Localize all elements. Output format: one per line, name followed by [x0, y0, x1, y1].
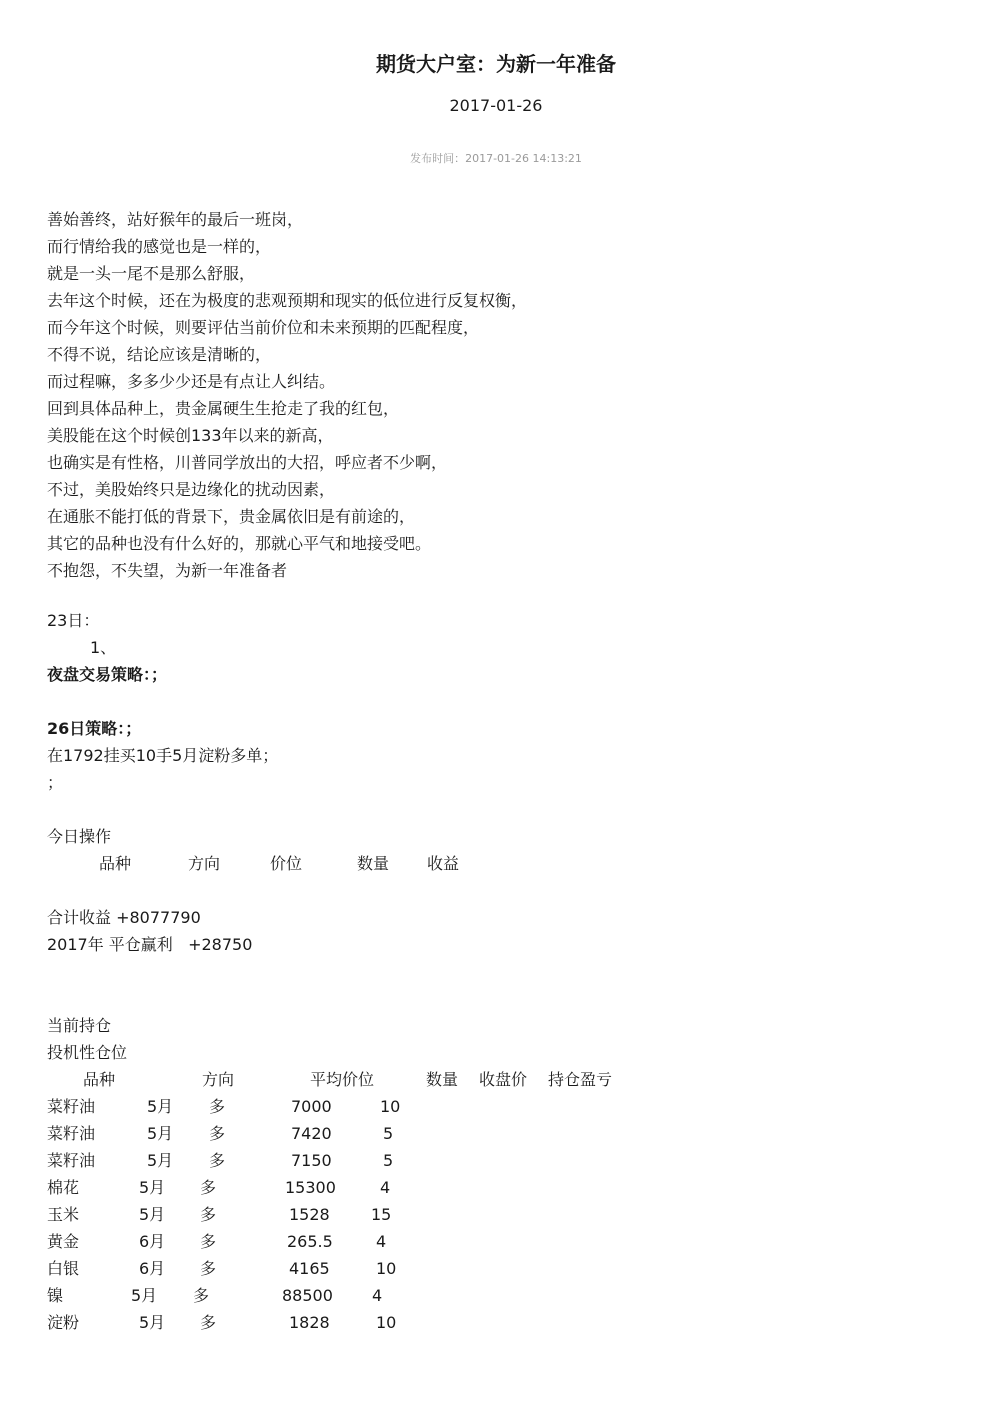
today-ops-heading: 今日操作 — [47, 827, 112, 846]
cell-direction: 多 — [200, 1205, 217, 1224]
order-text: 在1792挂买10手5月淀粉多单； — [47, 746, 279, 765]
table-row — [0, 1309, 700, 1336]
body-line: 不得不说，结论应该是清晰的， — [47, 345, 272, 364]
cell-variety: 镍 — [47, 1286, 64, 1305]
body-line: 其它的品种也没有什么好的，那就心平气和地接受吧。 — [47, 534, 432, 553]
header-income: 收益 — [427, 854, 460, 873]
cell-direction: 多 — [209, 1097, 226, 1116]
total-income: 合计收益 +8077790 — [47, 908, 201, 927]
cell-variety: 菜籽油 — [47, 1124, 96, 1143]
cell-variety: 菜籽油 — [47, 1097, 96, 1116]
cell-month: 5月 — [147, 1097, 174, 1116]
table-row — [0, 1174, 700, 1201]
cell-variety: 淀粉 — [47, 1313, 80, 1332]
table-row — [0, 1147, 700, 1174]
cell-price: 265.5 — [287, 1232, 333, 1251]
cell-direction: 多 — [200, 1232, 217, 1251]
body-line: 善始善终，站好猴年的最后一班岗， — [47, 210, 304, 229]
cell-quantity: 5 — [383, 1151, 394, 1170]
body-line: 就是一头一尾不是那么舒服， — [47, 264, 256, 283]
day26-text: 日策略：； — [69, 719, 142, 738]
cell-price: 1828 — [289, 1313, 330, 1332]
body-line: 而过程嘛，多多少少还是有点让人纠结。 — [47, 372, 336, 391]
cell-quantity: 4 — [372, 1286, 383, 1305]
cell-quantity: 4 — [376, 1232, 387, 1251]
cell-quantity: 10 — [376, 1313, 397, 1332]
cell-price: 4165 — [289, 1259, 330, 1278]
header-close-price: 收盘价 — [479, 1070, 528, 1089]
cell-direction: 多 — [209, 1124, 226, 1143]
cell-direction: 多 — [200, 1178, 217, 1197]
cell-month: 5月 — [131, 1286, 158, 1305]
table-row — [0, 1228, 700, 1255]
cell-price: 88500 — [282, 1286, 333, 1305]
positions-heading: 当前持仓 — [47, 1016, 112, 1035]
cell-month: 5月 — [139, 1205, 166, 1224]
cell-quantity: 5 — [383, 1124, 394, 1143]
night-strategy-label: 夜盘交易策略：； — [47, 665, 168, 684]
day23-label: 23日： — [47, 611, 100, 630]
header-quantity: 数量 — [426, 1070, 459, 1089]
cell-variety: 白银 — [47, 1259, 80, 1278]
cell-variety: 黄金 — [47, 1232, 80, 1251]
year-profit: 2017年 平仓赢利 +28750 — [47, 935, 253, 954]
cell-price: 7150 — [291, 1151, 332, 1170]
cell-direction: 多 — [209, 1151, 226, 1170]
body-line: 而行情给我的感觉也是一样的， — [47, 237, 272, 256]
cell-price: 15300 — [285, 1178, 336, 1197]
body-line: 也确实是有性格，川普同学放出的大招，呼应者不少啊， — [47, 453, 448, 472]
body-line: 去年这个时候，还在为极度的悲观预期和现实的低位进行反复权衡， — [47, 291, 528, 310]
item-number: 1、 — [90, 638, 117, 657]
header-direction: 方向 — [202, 1070, 235, 1089]
article-body — [47, 206, 527, 584]
cell-month: 5月 — [147, 1124, 174, 1143]
cell-quantity: 15 — [371, 1205, 392, 1224]
today-ops-header-row — [0, 850, 700, 877]
table-row — [0, 1282, 700, 1309]
cell-variety: 玉米 — [47, 1205, 80, 1224]
body-line: 美股能在这个时候创133年以来的新高， — [47, 426, 334, 445]
cell-month: 5月 — [139, 1313, 166, 1332]
positions-header-row — [0, 1066, 700, 1093]
cell-month: 5月 — [147, 1151, 174, 1170]
cell-direction: 多 — [200, 1259, 217, 1278]
cell-price: 1528 — [289, 1205, 330, 1224]
page-title: 期货大户室：为新一年准备 — [376, 52, 616, 76]
cell-quantity: 4 — [380, 1178, 391, 1197]
header-quantity: 数量 — [357, 854, 390, 873]
day26-number: 26 — [47, 719, 70, 738]
cell-price: 7000 — [291, 1097, 332, 1116]
cell-month: 6月 — [139, 1232, 166, 1251]
header-pnl: 持仓盈亏 — [548, 1070, 613, 1089]
publish-time: 发布时间：2017-01-26 14:13:21 — [410, 152, 582, 165]
body-line: 回到具体品种上，贵金属硬生生抢走了我的红包， — [47, 399, 400, 418]
cell-variety: 菜籽油 — [47, 1151, 96, 1170]
cell-month: 5月 — [139, 1178, 166, 1197]
cell-direction: 多 — [200, 1313, 217, 1332]
table-row — [0, 1201, 700, 1228]
cell-quantity: 10 — [376, 1259, 397, 1278]
cell-month: 6月 — [139, 1259, 166, 1278]
cell-price: 7420 — [291, 1124, 332, 1143]
day26-strategy-label — [47, 715, 141, 742]
table-row — [0, 1255, 700, 1282]
article-date: 2017-01-26 — [449, 96, 543, 115]
header-variety: 品种 — [99, 854, 132, 873]
header-variety: 品种 — [83, 1070, 116, 1089]
header-direction: 方向 — [188, 854, 221, 873]
cell-variety: 棉花 — [47, 1178, 80, 1197]
body-line: 不过，美股始终只是边缘化的扰动因素， — [47, 480, 336, 499]
positions-subheading: 投机性仓位 — [47, 1043, 128, 1062]
table-row — [0, 1120, 700, 1147]
table-row — [0, 1093, 700, 1120]
cell-direction: 多 — [193, 1286, 210, 1305]
cell-quantity: 10 — [380, 1097, 401, 1116]
body-line: 在通胀不能打低的背景下，贵金属依旧是有前途的， — [47, 507, 416, 526]
header-price: 价位 — [270, 854, 303, 873]
body-line: 不抱怨，不失望，为新一年准备者 — [47, 561, 288, 580]
semicolon-line: ； — [47, 773, 64, 792]
header-avg-price: 平均价位 — [310, 1070, 375, 1089]
body-line: 而今年这个时候，则要评估当前价位和未来预期的匹配程度， — [47, 318, 480, 337]
